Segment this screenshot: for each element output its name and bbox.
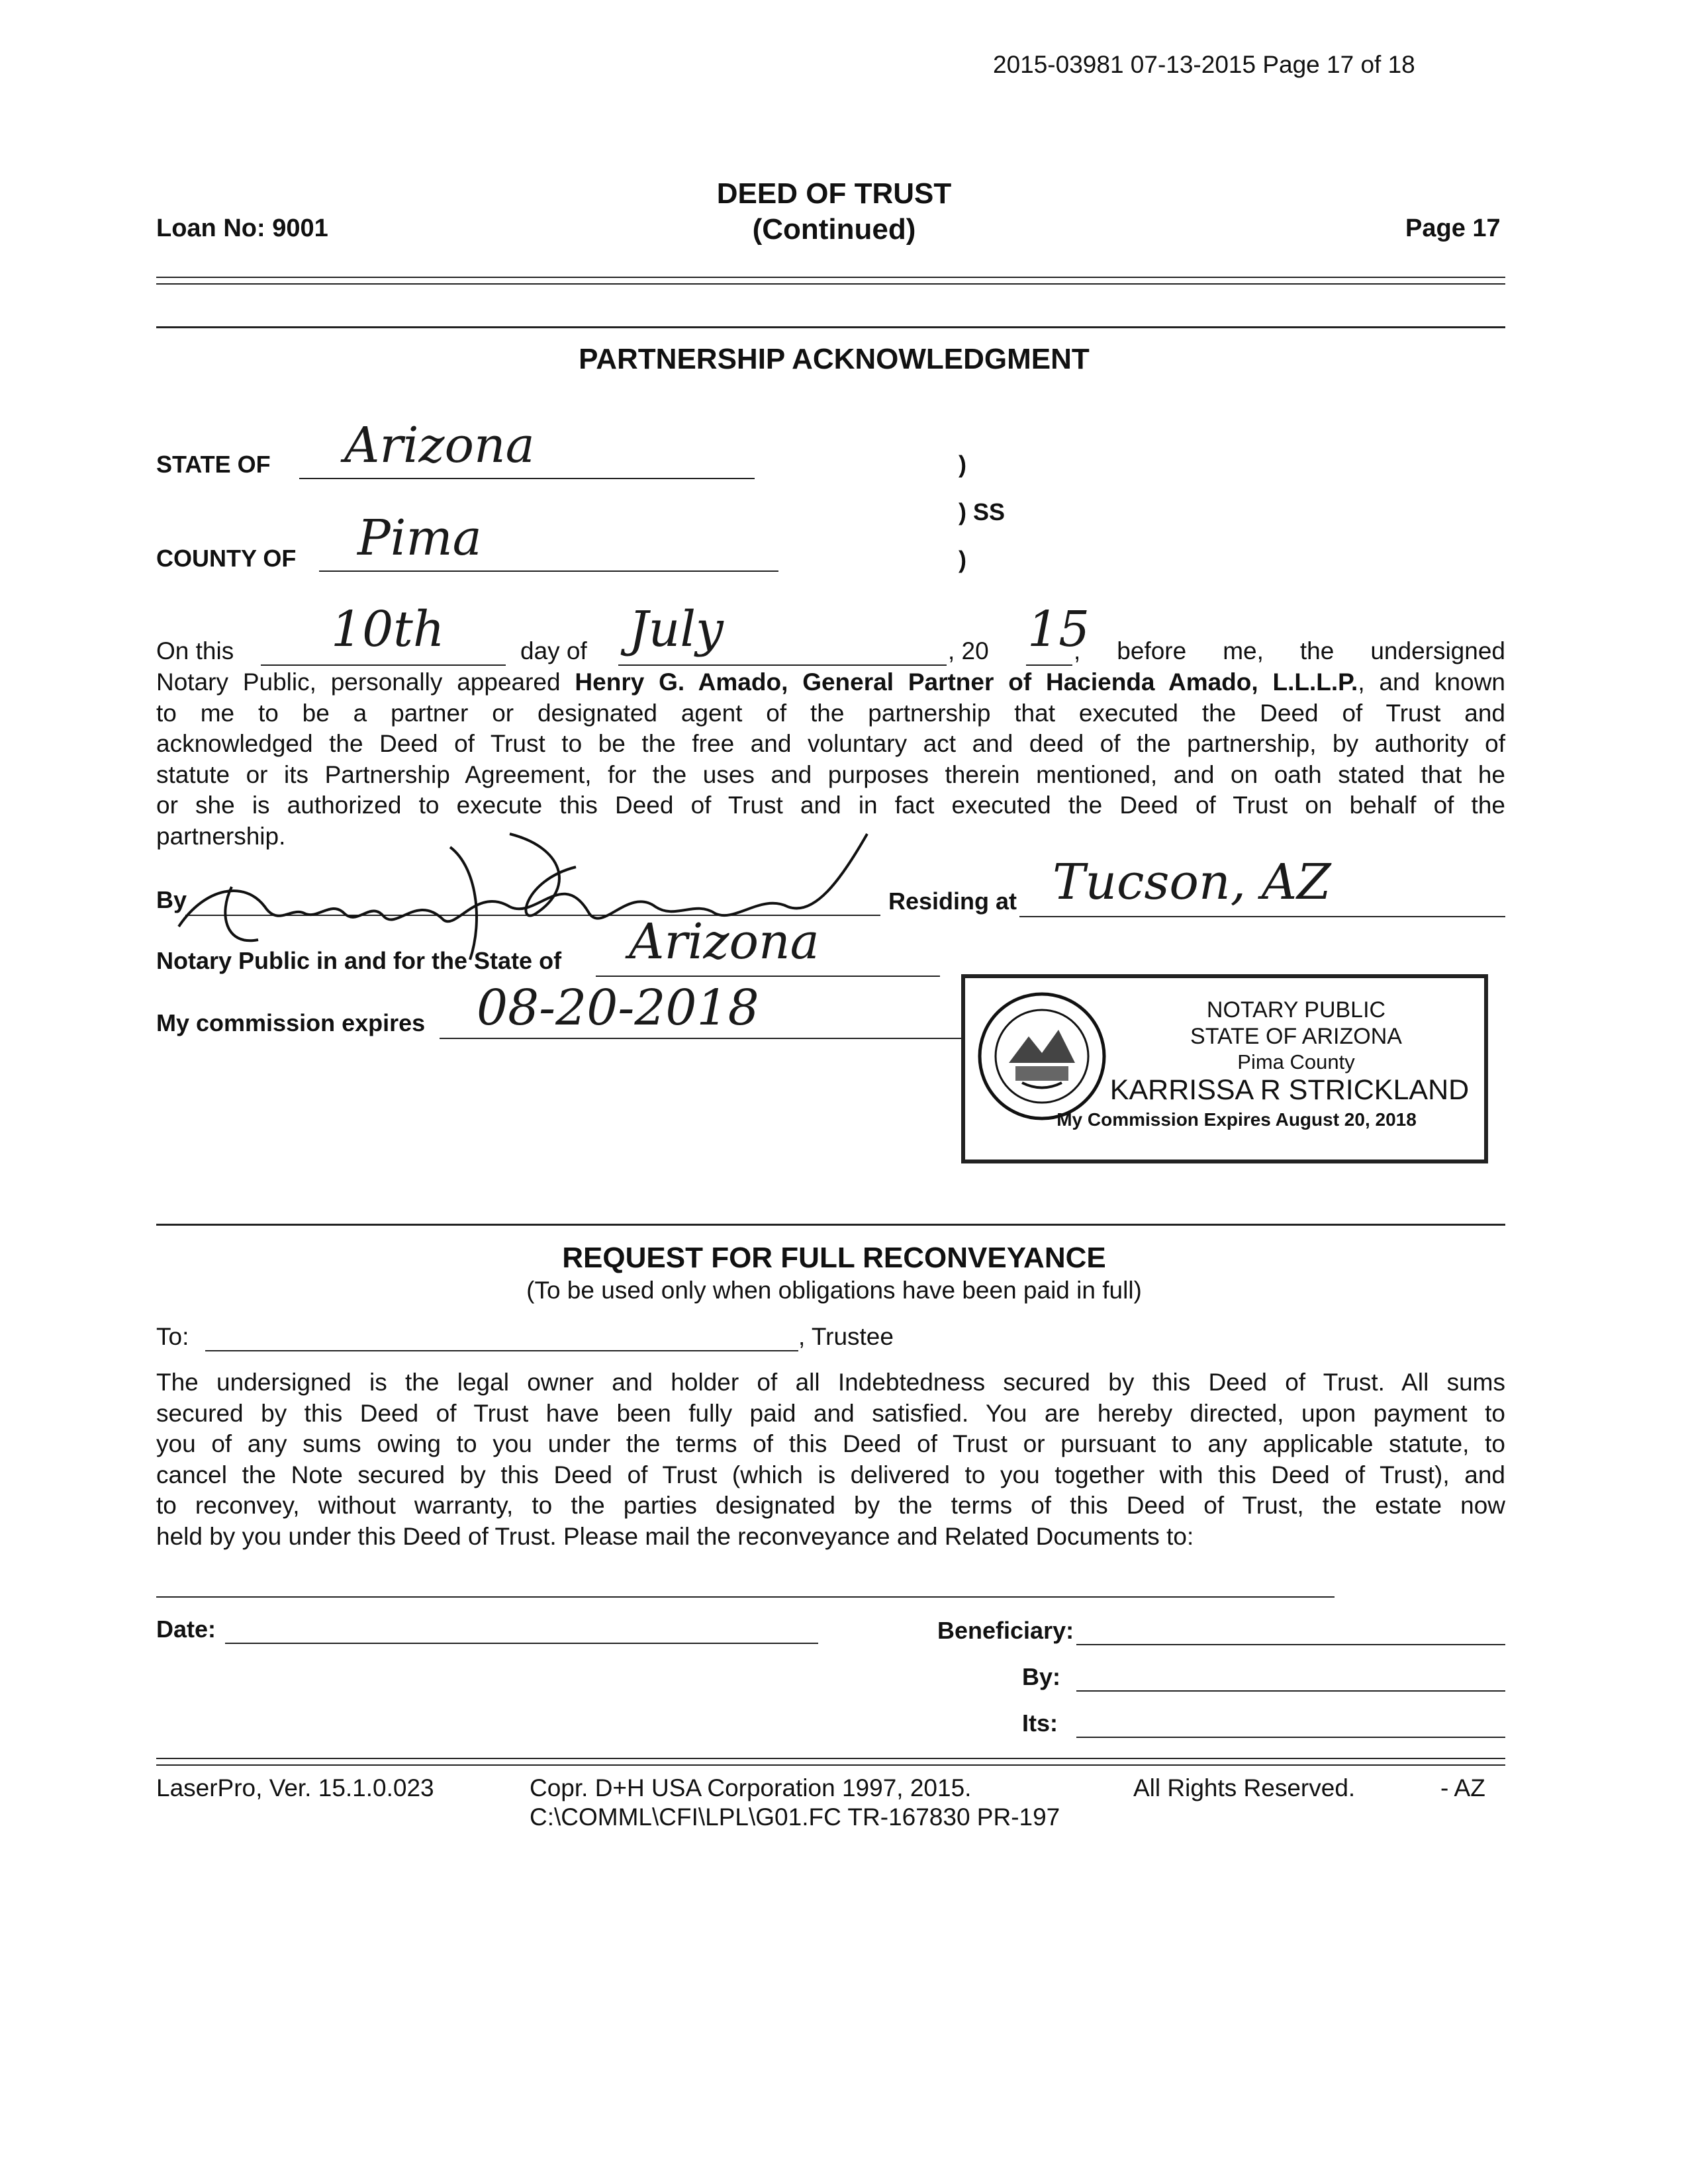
day-handwritten: 10th [331,601,445,658]
stamp-line-5: My Commission Expires August 20, 2018 [1056,1109,1417,1130]
commission-line [440,1038,969,1039]
ack-paragraph-line: partnership. [156,822,286,850]
residing-line [1019,916,1505,917]
beneficiary-label: Beneficiary: [937,1617,1074,1644]
footer-copyright: Copr. D+H USA Corporation 1997, 2015. [530,1774,972,1801]
month-handwritten: July [629,601,724,658]
year-line [1026,664,1072,666]
ack-paragraph-line: acknowledged the Deed of Trust to be the free and voluntary act and deed of the partnership, by authority of [156,730,1505,757]
trustee-label: , Trustee [798,1323,894,1350]
section-divider [156,326,1505,328]
reconveyance-paragraph-line: held by you under this Deed of Trust. Please mail the reconveyance and Related Documents to: [156,1522,1194,1550]
month-line [618,664,947,666]
state-line [299,478,755,479]
to-label: To: [156,1323,189,1350]
reconveyance-paragraph-line: cancel the Note secured by this Deed of Trust (which is delivered to you together with this Deed of Trust), and [156,1461,1505,1488]
before-me-text: , before me, the undersigned [1074,637,1505,664]
reconveyance-paragraph-line: The undersigned is the legal owner and holder of all Indebtedness secured by this Deed of Trust. All sums [156,1369,1505,1396]
reconveyance-subheading: (To be used only when obligations have been paid in full) [526,1277,1142,1304]
state-seal-icon [976,990,1108,1122]
reconveyance-paragraph-line: to reconvey, without warranty, to the parties designated by the terms of this Deed of Trust, the estate now [156,1492,1505,1519]
year-prefix: , 20 [948,637,989,664]
county-label: COUNTY OF [156,545,297,572]
state-label: STATE OF [156,451,271,478]
state-handwritten: Arizona [344,417,535,474]
county-handwritten: Pima [357,510,482,567]
reconveyance-paragraph [156,1367,1505,1552]
ack-paragraph-line: statute or its Partnership Agreement, for the uses and purposes therein mentioned, and on oath stated that he [156,760,1505,788]
page-number: Page 17 [1405,214,1501,242]
date-label: Date: [156,1615,216,1643]
section-divider [156,1224,1505,1226]
year-handwritten: 15 [1027,601,1090,658]
trustee-name-field[interactable] [205,1350,798,1351]
footer-version: LaserPro, Ver. 15.1.0.023 [156,1774,434,1801]
notary-stamp [961,974,1488,1163]
beneficiary-field[interactable] [1076,1644,1505,1645]
document-subtitle: (Continued) [752,213,916,246]
reconveyance-paragraph-line: you of any sums owing to you under the terms of this Deed of Trust or pursuant to any applicable statute, to [156,1430,1505,1457]
footer-state: - AZ [1440,1774,1485,1801]
footer-rule-bottom [156,1764,1505,1766]
ack-paragraph-line: to me to be a partner or designated agent of the partnership that executed the Deed of Trust and [156,699,1505,727]
on-this-label: On this [156,637,234,664]
footer-rule-top [156,1758,1505,1759]
header-rule-bottom [156,283,1505,285]
ack-paragraph-line: or she is authorized to execute this Deed of Trust and in fact executed the Deed of Trust on behalf of the [156,792,1505,819]
notary-state-handwritten: Arizona [629,913,820,970]
ss-label: ) SS [959,498,1006,525]
stamp-line-4: KARRISSA R STRICKLAND [1109,1074,1470,1106]
by-label-reconveyance: By: [1022,1663,1061,1690]
residing-handwritten: Tucson, AZ [1053,854,1331,911]
county-line [319,570,778,572]
commission-label: My commission expires [156,1009,426,1036]
footer-rights: All Rights Reserved. [1133,1774,1356,1801]
its-field[interactable] [1076,1737,1505,1738]
page-reference: 2015-03981 07-13-2015 Page 17 of 18 [993,51,1415,78]
day-of-label: day of [520,637,587,664]
paren-1: ) [959,451,966,478]
header-rule-top [156,277,1505,278]
by-label: By [156,886,187,913]
day-line [261,664,506,666]
notary-state-label: Notary Public in and for the State of [156,947,562,974]
loan-number: Loan No: 9001 [156,214,328,242]
stamp-line-3: Pima County [1237,1050,1355,1073]
its-label: Its: [1022,1709,1058,1737]
acknowledgment-heading: PARTNERSHIP ACKNOWLEDGMENT [579,343,1090,375]
date-field[interactable] [225,1643,818,1644]
residing-label: Residing at [888,887,1017,915]
by-field[interactable] [1076,1690,1505,1692]
stamp-line-2: STATE OF ARIZONA [1190,1024,1402,1049]
notary-state-line [596,976,940,977]
stamp-line-1: NOTARY PUBLIC [1206,997,1386,1023]
paren-2: ) [959,546,966,573]
ack-paragraph-line-2: Notary Public, personally appeared Henry G. Amado, General Partner of Hacienda Amado, L.L.L.P., and known [156,668,1505,696]
footer-file-path: C:\COMML\CFI\LPL\G01.FC TR-167830 PR-197 [530,1803,1060,1831]
reconveyance-paragraph-line: secured by this Deed of Trust have been fully paid and satisfied. You are hereby directed, upon payment to [156,1399,1505,1427]
document-title: DEED OF TRUST [716,177,952,210]
reconveyance-heading: REQUEST FOR FULL RECONVEYANCE [562,1242,1106,1274]
commission-handwritten: 08-20-2018 [477,979,759,1036]
mailing-address-field[interactable] [156,1596,1335,1598]
